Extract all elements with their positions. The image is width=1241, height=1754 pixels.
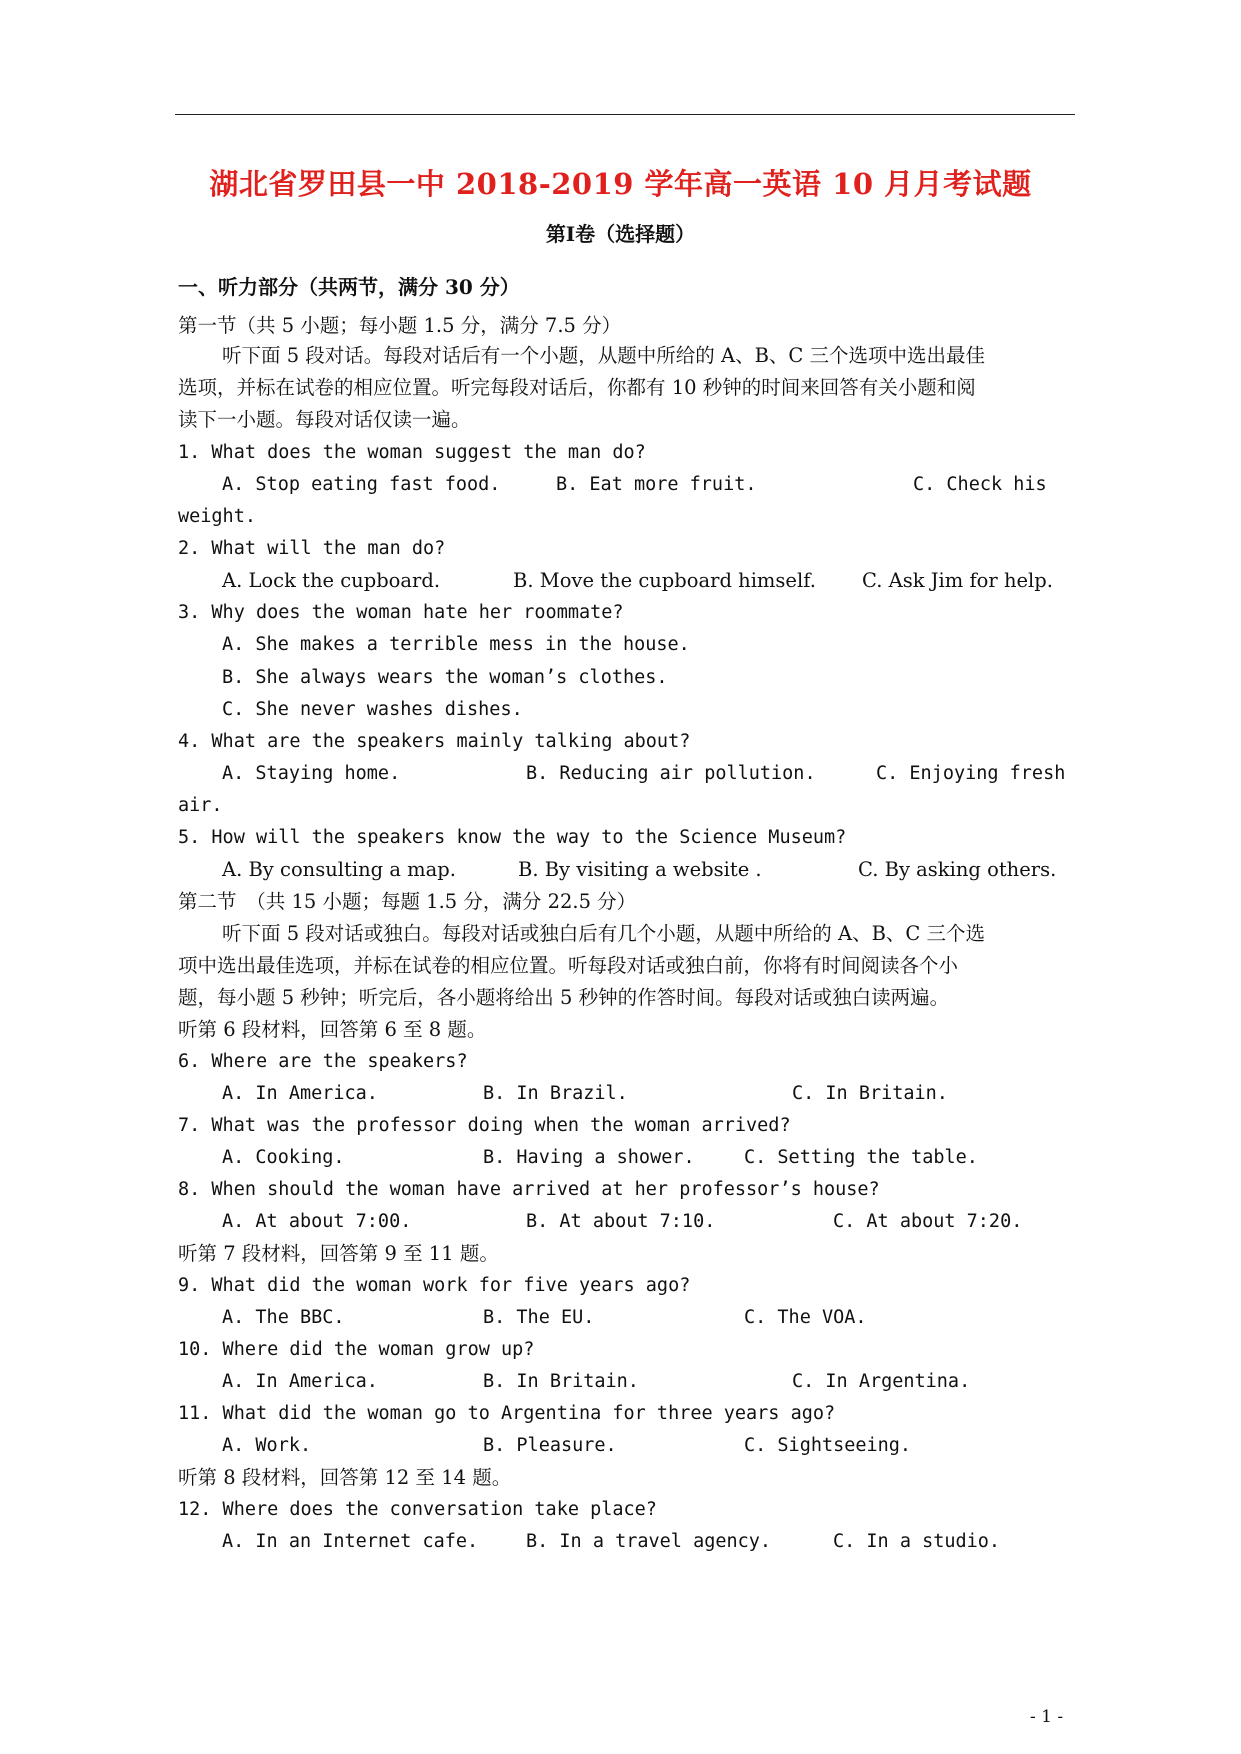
- question-9: 9. What did the woman work for five years ago?: [178, 1275, 691, 1296]
- material-8-instruction: 听第 8 段材料，回答第 12 至 14 题。: [178, 1466, 512, 1489]
- section1-instruction-line: 选项，并标在试卷的相应位置。听完每段对话后，你都有 10 秒钟的时间来回答有关小题和阅: [178, 376, 976, 399]
- option-c: C. At about 7:20.: [833, 1211, 1023, 1232]
- question-12: 12. Where does the conversation take place?: [178, 1499, 657, 1520]
- option-b: B. At about 7:10.: [526, 1211, 716, 1232]
- option-b: B. Move the cupboard himself.: [513, 569, 816, 592]
- option-a: A. In America.: [222, 1371, 378, 1392]
- question-4: 4. What are the speakers mainly talking about?: [178, 731, 691, 752]
- material-7-instruction: 听第 7 段材料，回答第 9 至 11 题。: [178, 1242, 499, 1265]
- question-5: 5. How will the speakers know the way to the Science Museum?: [178, 827, 847, 848]
- option-a: A. Cooking.: [222, 1147, 345, 1168]
- question-3: 3. Why does the woman hate her roommate?: [178, 602, 624, 623]
- question-8: 8. When should the woman have arrived at her professor’s house?: [178, 1179, 880, 1200]
- option-b: B. In a travel agency.: [526, 1531, 772, 1552]
- section2-heading: 第二节 （共 15 小题；每题 1.5 分，满分 22.5 分）: [178, 890, 637, 913]
- question-10: 10. Where did the woman grow up?: [178, 1339, 535, 1360]
- section2-instruction-line: 听下面 5 段对话或独白。每段对话或独白后有几个小题，从题中所给的 A、B、C 三个选: [222, 922, 986, 945]
- option-c: C. In Argentina.: [792, 1371, 971, 1392]
- option-a: A. Lock the cupboard.: [222, 569, 441, 592]
- option-c: C. Enjoying fresh: [876, 763, 1066, 784]
- header-rule: [175, 114, 1075, 115]
- option-c: C. In a studio.: [833, 1531, 1001, 1552]
- section1-heading: 第一节（共 5 小题；每小题 1.5 分，满分 7.5 分）: [178, 314, 622, 337]
- option-a: A. She makes a terrible mess in the house.: [222, 634, 690, 655]
- section1-instruction-line: 听下面 5 段对话。每段对话后有一个小题，从题中所给的 A、B、C 三个选项中选出最佳: [222, 344, 986, 367]
- question-11: 11. What did the woman go to Argentina for three years ago?: [178, 1403, 836, 1424]
- option-a: A. At about 7:00.: [222, 1211, 412, 1232]
- option-c: C. By asking others.: [858, 858, 1057, 881]
- option-a: A. Work.: [222, 1435, 312, 1456]
- option-c: C. She never washes dishes.: [222, 699, 523, 720]
- section2-instruction-line: 项中选出最佳选项，并标在试卷的相应位置。听每段对话或独白前，你将有时间阅读各个小: [178, 954, 959, 977]
- question-1: 1. What does the woman suggest the man do?: [178, 442, 646, 463]
- option-a: A. Stop eating fast food.: [222, 474, 501, 495]
- option-c: C. The VOA.: [744, 1307, 867, 1328]
- option-a: A. In America.: [222, 1083, 378, 1104]
- option-c: C. Sightseeing.: [744, 1435, 912, 1456]
- option-b: B. Reducing air pollution.: [526, 763, 816, 784]
- option-c: C. Ask Jim for help.: [862, 569, 1053, 592]
- page-title: 湖北省罗田县一中 2018-2019 学年高一英语 10 月月考试题: [209, 167, 1032, 201]
- option-b: B. In Brazil.: [483, 1083, 628, 1104]
- option-b: B. Pleasure.: [483, 1435, 617, 1456]
- question-6: 6. Where are the speakers?: [178, 1051, 468, 1072]
- option-b: B. Having a shower.: [483, 1147, 695, 1168]
- question-2: 2. What will the man do?: [178, 538, 446, 559]
- option-b: B. Eat more fruit.: [556, 474, 757, 495]
- option-c: C. Check his: [913, 474, 1047, 495]
- page-subtitle: 第Ⅰ卷（选择题）: [545, 222, 696, 246]
- question-7: 7. What was the professor doing when the woman arrived?: [178, 1115, 791, 1136]
- option-b: B. She always wears the woman’s clothes.: [222, 667, 668, 688]
- option-a: A. The BBC.: [222, 1307, 345, 1328]
- option-b: B. The EU.: [483, 1307, 595, 1328]
- option-c: C. Setting the table.: [744, 1147, 978, 1168]
- option-a: A. Staying home.: [222, 763, 401, 784]
- option-b: B. In Britain.: [483, 1371, 639, 1392]
- section1-instruction-line: 读下一小题。每段对话仅读一遍。: [178, 408, 471, 431]
- option-a: A. In an Internet cafe.: [222, 1531, 479, 1552]
- page-number: - 1 -: [1030, 1707, 1064, 1727]
- material-6-instruction: 听第 6 段材料，回答第 6 至 8 题。: [178, 1018, 487, 1041]
- option-c: C. In Britain.: [792, 1083, 948, 1104]
- option-a: A. By consulting a map.: [222, 858, 456, 881]
- option-b: B. By visiting a website .: [518, 858, 762, 881]
- part1-heading: 一、听力部分（共两节，满分 30 分）: [178, 275, 520, 299]
- question-4-option-wrap: air.: [178, 795, 223, 816]
- section2-instruction-line: 题，每小题 5 秒钟；听完后，各小题将给出 5 秒钟的作答时间。每段对话或独白读两遍。: [178, 986, 950, 1009]
- question-1-option-wrap: weight.: [178, 506, 256, 527]
